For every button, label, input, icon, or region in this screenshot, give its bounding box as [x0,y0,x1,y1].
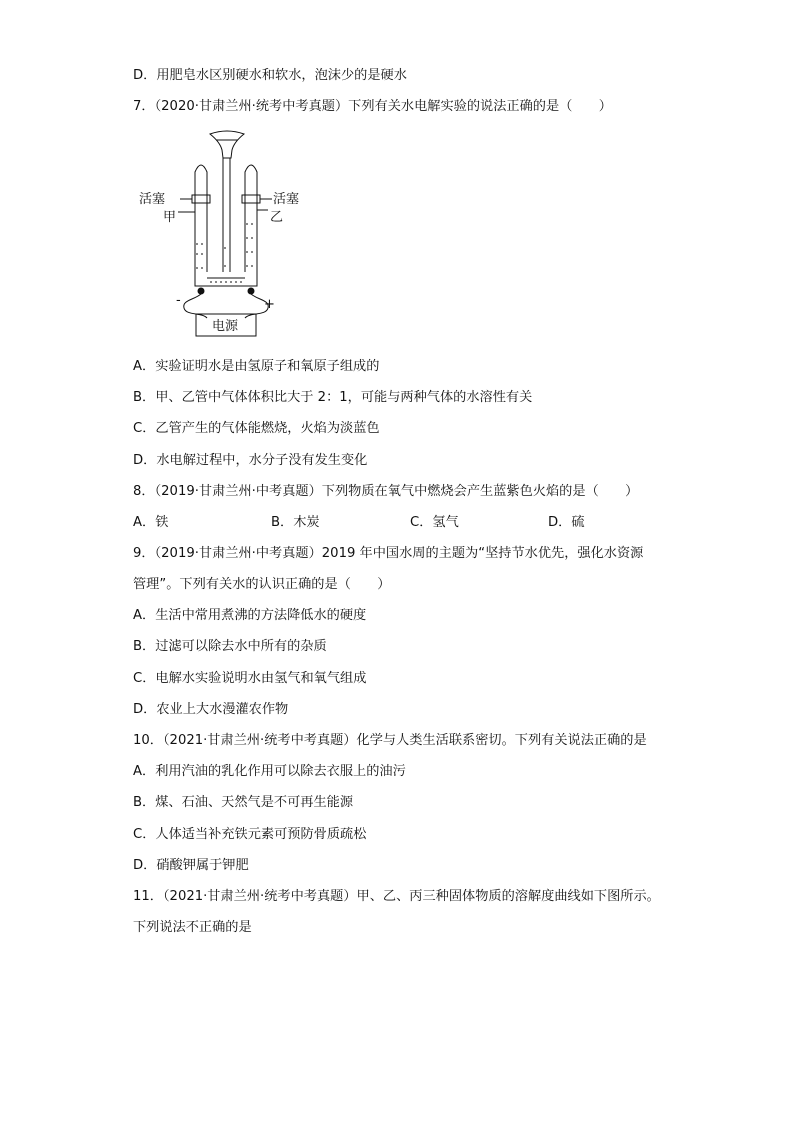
electrode-right-icon [248,288,254,294]
q9-option-b: B．过滤可以除去水中所有的杂质 [133,639,327,654]
q6-option-d: D．用肥皂水区别硬水和软水，泡沫少的是硬水 [133,68,407,83]
q10-stem: 10．（2021·甘肃兰州·统考中考真题）化学与人类生活联系密切。下列有关说法正确的是 [133,733,647,748]
label-tube-b: 乙 [270,210,284,225]
label-stopcock-left: 活塞 [139,192,166,207]
q8-option-b: B．木炭 [271,515,320,530]
label-negative: - [176,293,181,308]
q9-option-c: C．电解水实验说明水由氢气和氧气组成 [133,671,367,686]
funnel-icon [210,131,244,158]
q7-stem: 7．（2020·甘肃兰州·统考中考真题）下列有关水电解实验的说法正确的是（ ） [133,99,612,114]
label-positive: + [264,297,275,312]
q11-stem-line2: 下列说法不正确的是 [133,920,252,935]
q10-option-a: A．利用汽油的乳化作用可以除去衣服上的油污 [133,764,406,779]
electrode-left-icon [198,288,204,294]
tube-a-icon [195,165,207,206]
q10-option-b: B．煤、石油、天然气是不可再生能源 [133,795,354,810]
label-power-supply: 电源 [212,319,239,334]
q8-option-a: A．铁 [133,515,169,530]
q9-stem-line1: 9．（2019·甘肃兰州·中考真题）2019 年中国水周的主题为“坚持节水优先，强化水资源 [133,546,644,561]
q7-option-d: D．水电解过程中，水分子没有发生变化 [133,453,368,468]
q11-stem-line1: 11．（2021·甘肃兰州·统考中考真题）甲、乙、丙三种固体物质的溶解度曲线如下图所示。 [133,889,660,904]
q8-option-c: C．氢气 [410,515,459,530]
label-stopcock-right: 活塞 [273,192,300,207]
q9-option-a: A．生活中常用煮沸的方法降低水的硬度 [133,608,367,623]
tube-b-icon [245,165,257,206]
q8-option-d: D．硫 [548,515,585,530]
electrolysis-apparatus-figure [132,128,300,340]
q10-option-c: C．人体适当补充铁元素可预防骨质疏松 [133,827,367,842]
q7-option-b: B．甲、乙管中气体体积比大于 2：1，可能与两种气体的水溶性有关 [133,390,533,405]
q10-option-d: D．硝酸钾属于钾肥 [133,858,249,873]
q9-stem-line2: 管理”。下列有关水的认识正确的是（ ） [133,577,391,592]
q9-option-d: D．农业上大水漫灌农作物 [133,702,289,717]
q8-stem: 8．（2019·甘肃兰州·中考真题）下列物质在氧气中燃烧会产生蓝紫色火焰的是（ ） [133,484,639,499]
q7-option-c: C．乙管产生的气体能燃烧，火焰为淡蓝色 [133,421,380,436]
q7-option-a: A．实验证明水是由氢原子和氧原子组成的 [133,359,380,374]
label-tube-a: 甲 [163,210,177,225]
